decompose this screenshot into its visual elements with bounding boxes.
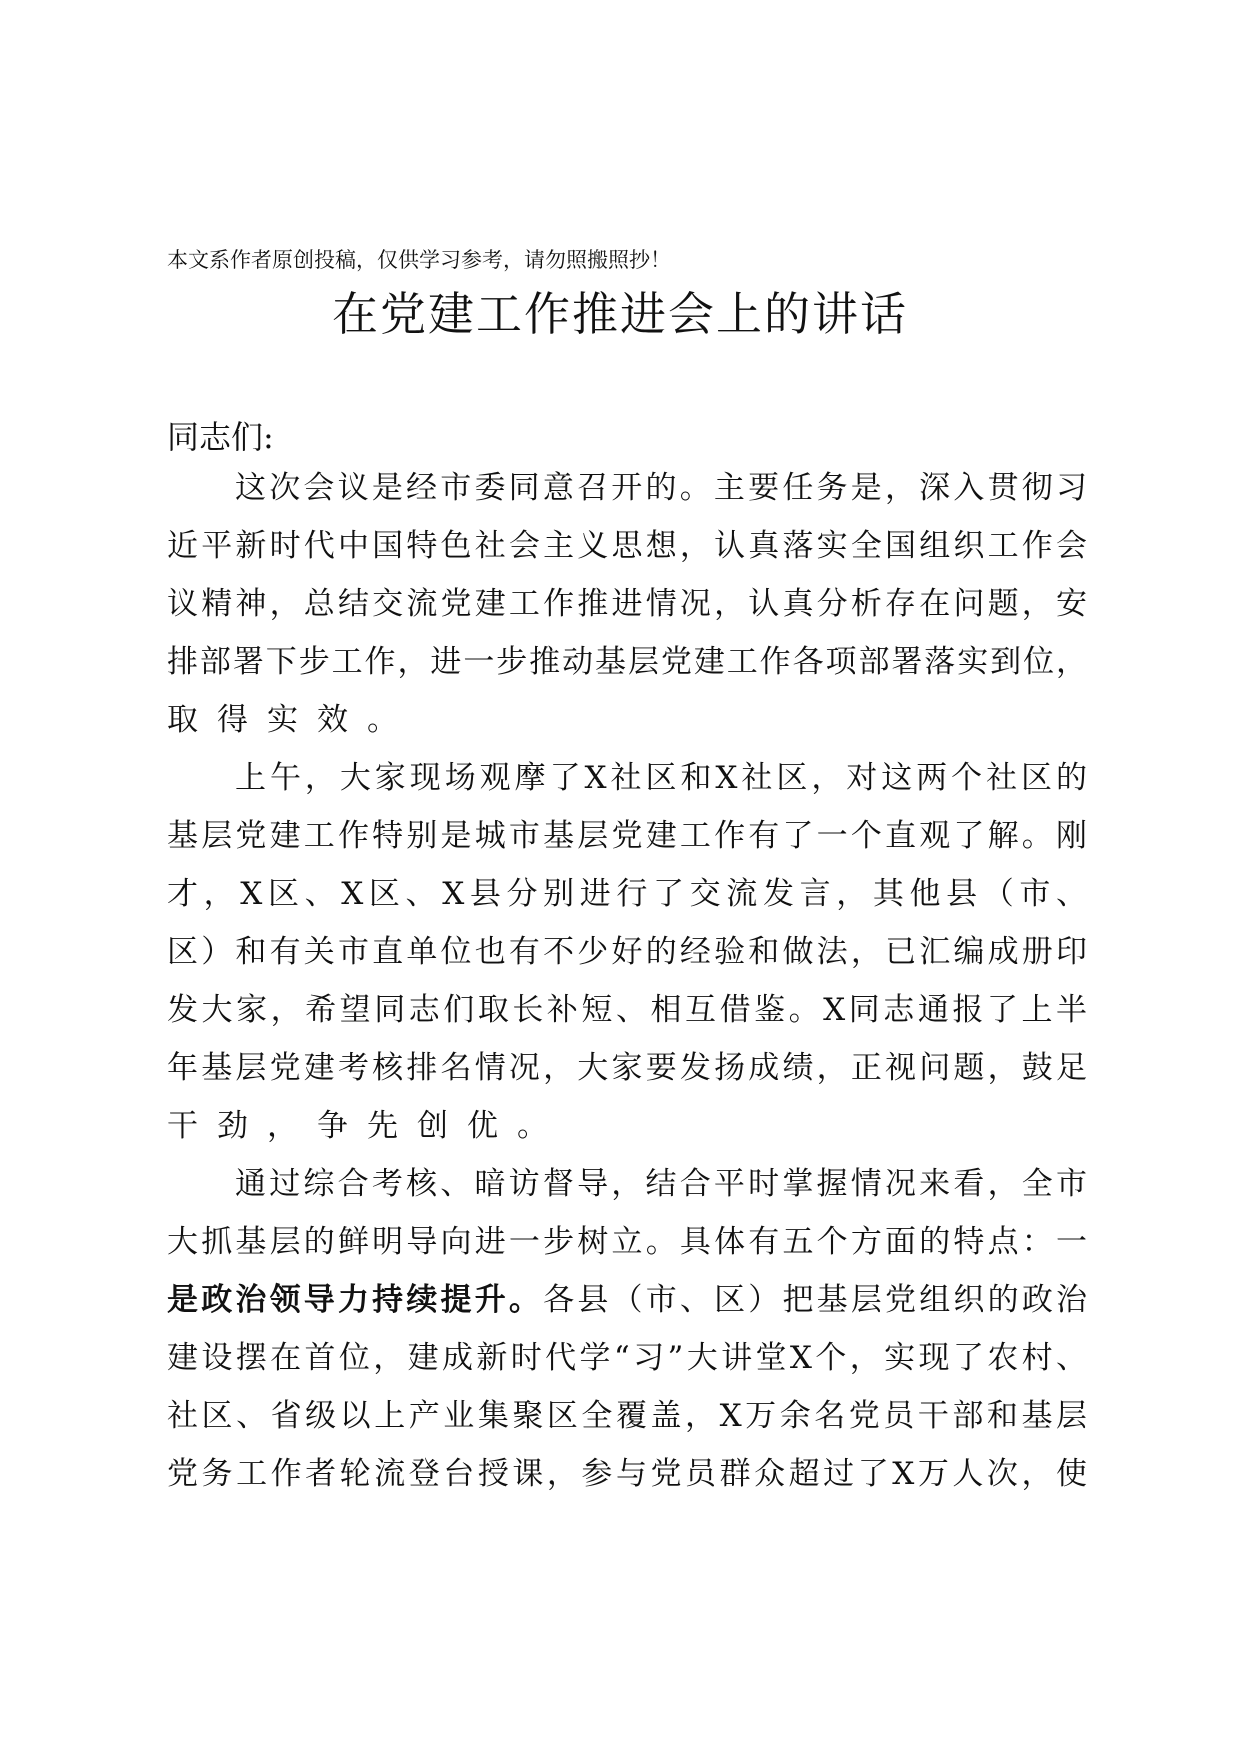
text-line: 才，X区、X区、X县分别进行了交流发言，其他县（市、 (167, 876, 1087, 912)
originality-notice: 本文系作者原创投稿，仅供学习参考，请勿照搬照抄！ (167, 248, 671, 272)
text-line: 排部署下步工作，进一步推动基层党建工作各项部署落实到位， (167, 644, 1087, 680)
text-span: 各县（市、区）把基层党组织的政治 (543, 1282, 1088, 1318)
text-line: 年基层党建考核排名情况，大家要发扬成绩，正视问题，鼓足 (167, 1050, 1087, 1086)
text-line: 干劲，争先创优。 (167, 1108, 567, 1144)
document-title: 在党建工作推进会上的讲话 (332, 287, 908, 341)
text-line: 区）和有关市直单位也有不少好的经验和做法，已汇编成册印 (167, 934, 1087, 970)
text-line: 取得实效。 (167, 702, 417, 738)
text-line: 议精神，总结交流党建工作推进情况，认真分析存在问题，安 (167, 586, 1087, 622)
bold-key-point: 是政治领导力持续提升。 (167, 1282, 544, 1318)
text-line: 大抓基层的鲜明导向进一步树立。具体有五个方面的特点：一 (167, 1224, 1087, 1260)
text-line: 这次会议是经市委同意召开的。主要任务是，深入贯彻习 (235, 470, 1087, 506)
text-line: 社区、省级以上产业集聚区全覆盖，X万余名党员干部和基层 (167, 1398, 1087, 1434)
text-line: 发大家，希望同志们取长补短、相互借鉴。X同志通报了上半 (167, 992, 1087, 1028)
text-line (167, 1280, 1087, 1320)
salutation: 同志们: (167, 418, 274, 456)
text-line: 通过综合考核、暗访督导，结合平时掌握情况来看，全市 (235, 1166, 1087, 1202)
text-line: 上午，大家现场观摩了X社区和X社区，对这两个社区的 (235, 760, 1087, 796)
text-line: 近平新时代中国特色社会主义思想，认真落实全国组织工作会 (167, 528, 1087, 564)
text-line: 建设摆在首位，建成新时代学“习”大讲堂X个，实现了农村、 (167, 1340, 1087, 1376)
text-line: 党务工作者轮流登台授课，参与党员群众超过了X万人次，使 (167, 1456, 1087, 1492)
text-line: 基层党建工作特别是城市基层党建工作有了一个直观了解。刚 (167, 818, 1087, 854)
